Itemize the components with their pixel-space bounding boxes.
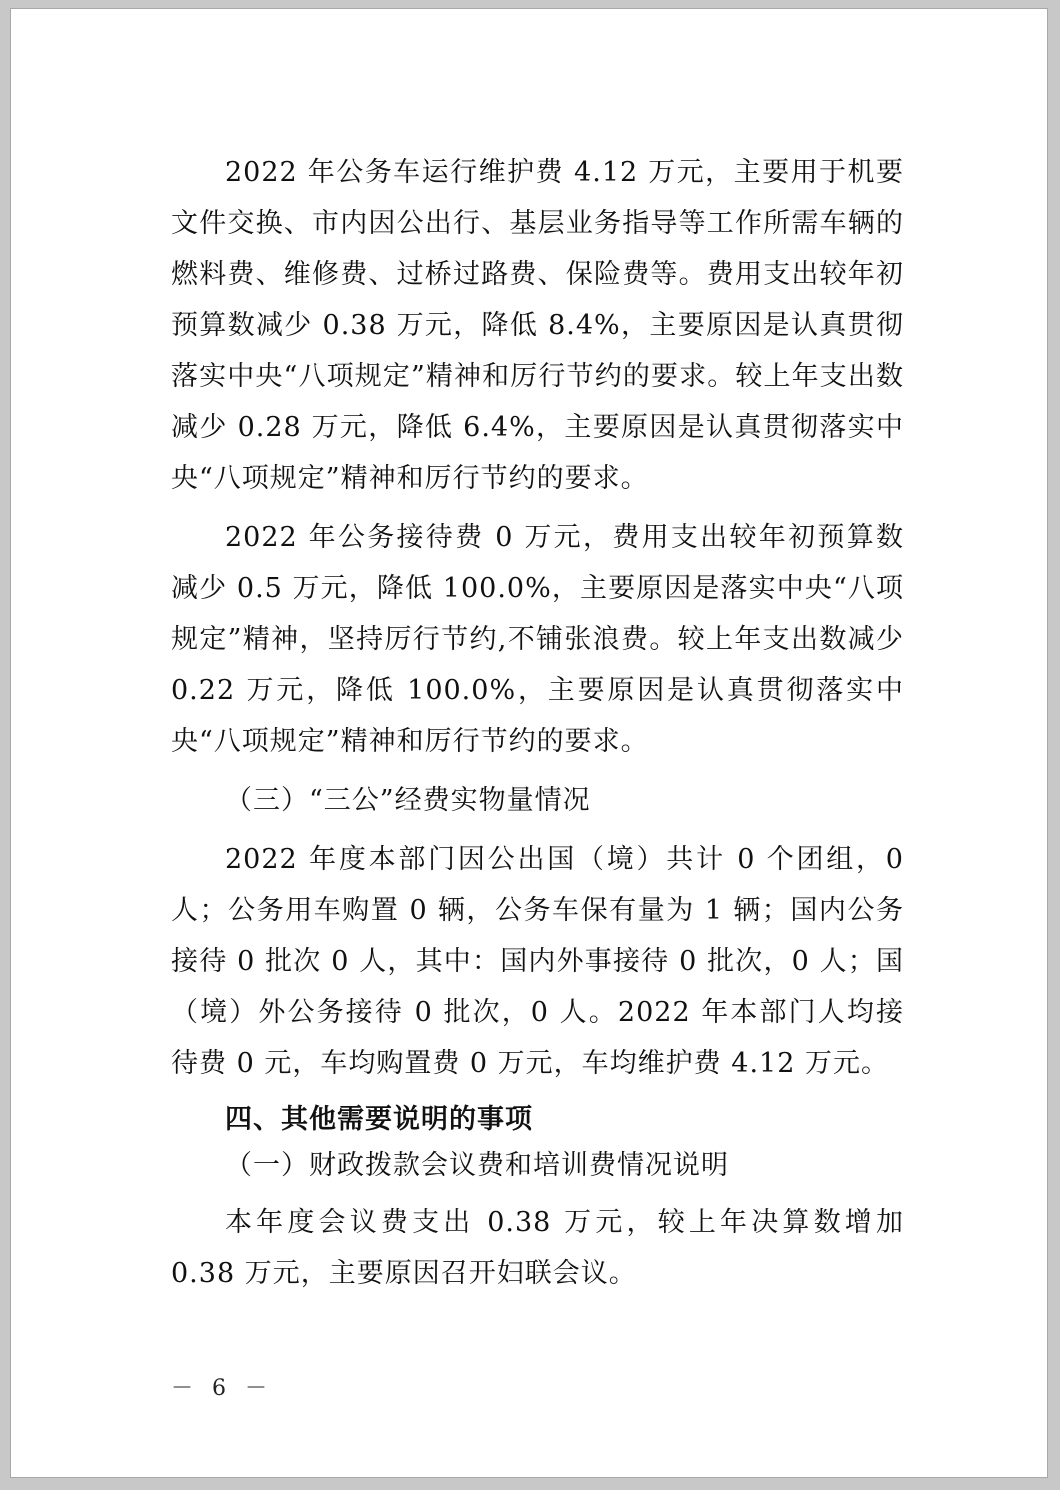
paragraph-physical-quantity: 2022 年度本部门因公出国（境）共计 0 个团组，0 人；公务用车购置 0 辆，公务车保有量为 1 辆；国内公务接待 0 批次 0 人，其中：国内外事接待 0 批次，0 人；国（境）外公务接待 0 批次，0 人。2022 年本部门人均接待费 0 元，车均购置费 0 万元，车均维护费 4.12 万元。 [171,844,904,1079]
page-number: － 6 － [171,1376,273,1401]
section-heading-physical-quantity: （三）“三公”经费实物量情况 [225,785,591,816]
paragraph-reception-expense: 2022 年公务接待费 0 万元，费用支出较年初预算数减少 0.5 万元，降低 100.0%，主要原因是落实中央“八项规定”精神，坚持厉行节约,不铺张浪费。较上年支出数减少 0.22 万元，降低 100.0%，主要原因是认真贯彻落实中央“八项规定”精神和厉行节约的要求。 [171,522,904,757]
paragraph-meeting-expense: 本年度会议费支出 0.38 万元，较上年决算数增加 0.38 万元，主要原因召开妇联会议。 [171,1207,904,1289]
section-heading-other-matters: 四、其他需要说明的事项 [225,1104,533,1135]
document-body [171,147,904,1299]
subsection-heading-meeting-training: （一）财政拨款会议费和培训费情况说明 [225,1150,729,1181]
document-page [10,8,1048,1478]
paragraph-vehicle-maintenance: 2022 年公务车运行维护费 4.12 万元，主要用于机要文件交换、市内因公出行、基层业务指导等工作所需车辆的燃料费、维修费、过桥过路费、保险费等。费用支出较年初预算数减少 0.38 万元，降低 8.4%，主要原因是认真贯彻落实中央“八项规定”精神和厉行节约的要求。较上年支出数减少 0.28 万元，降低 6.4%，主要原因是认真贯彻落实中央“八项规定”精神和厉行节约的要求。 [171,157,904,494]
